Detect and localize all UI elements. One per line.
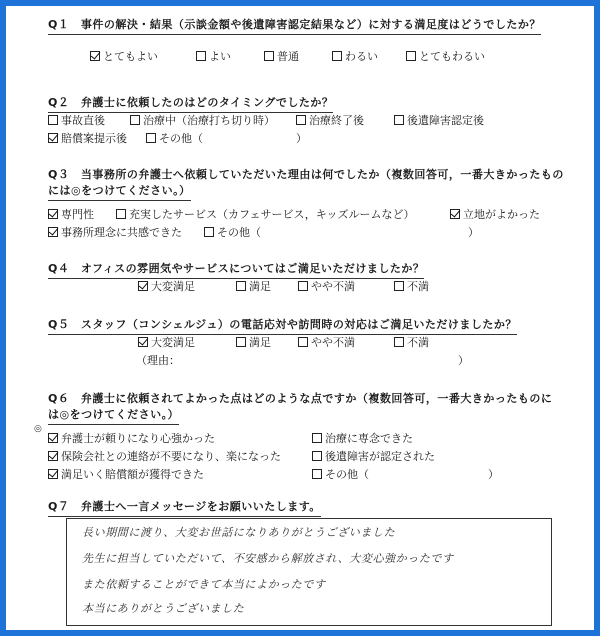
checkbox-checked-icon [138, 281, 148, 291]
q5-option-satisfied[interactable]: 満足 [236, 334, 271, 350]
checkbox-checked-icon [48, 133, 58, 143]
q2-option-right-after-accident[interactable]: 事故直後 [48, 112, 105, 128]
q5-option-dissatisfied[interactable]: 不満 [394, 334, 429, 350]
q5-option-somewhat-dissatisfied[interactable]: やや不満 [298, 334, 355, 350]
checkbox-icon [298, 281, 308, 291]
message-line-1: 長い期間に渡り、大変お世話になりありがとうございました [82, 526, 396, 539]
q1-option-very-good[interactable]: とてもよい [90, 48, 158, 64]
checkbox-icon [406, 51, 416, 61]
q5-title: Q５ スタッフ（コンシェルジュ）の電話応対や訪問時の対応はご満足いただけましたか？ [48, 316, 517, 335]
q3-option-other[interactable]: その他（ [204, 224, 261, 240]
q2-option-after-disability-cert[interactable]: 後遺障害認定後 [394, 112, 484, 128]
message-line-3: また依頼することができて本当によかったです [82, 578, 326, 591]
checkbox-checked-icon [48, 433, 58, 443]
q6-option-reliable[interactable]: 弁護士が頼りになり心強かった [48, 430, 215, 446]
checkbox-icon [116, 209, 126, 219]
q6-title-line2: は◎をつけてください。） [48, 406, 179, 425]
q2-option-after-settlement-offer[interactable]: 賠償案提示後 [48, 130, 127, 146]
checkbox-checked-icon [138, 337, 148, 347]
checkbox-icon [394, 337, 404, 347]
q1-option-very-bad[interactable]: とてもわるい [406, 48, 485, 64]
q3-title-line2: には◎をつけてください。） [48, 182, 191, 201]
q6-option-satisfactory-compensation[interactable]: 満足いく賠償額が獲得できた [48, 466, 204, 482]
q3-title: Q３ 当事務所の弁護士へ依頼していただいた理由は何でしたか（複数回答可，一番大きかったもの [48, 168, 564, 181]
checkbox-icon [204, 227, 214, 237]
q6-title: Q６ 弁護士に依頼されてよかった点はどのような点ですか（複数回答可，一番大きかったものに [48, 392, 553, 405]
q4-option-somewhat-dissatisfied[interactable]: やや不満 [298, 278, 355, 294]
checkbox-icon [196, 51, 206, 61]
q4-option-satisfied[interactable]: 満足 [236, 278, 271, 294]
checkbox-icon [236, 281, 246, 291]
q1-option-good[interactable]: よい [196, 48, 231, 64]
checkbox-icon [394, 281, 404, 291]
q3-option-services[interactable]: 充実したサービス（カフェサービス，キッズルームなど） [116, 206, 415, 222]
q5-reason-label: （理由： [136, 354, 180, 367]
q5-reason-close-paren: ） [458, 354, 469, 367]
q5-option-very-satisfied[interactable]: 大変満足 [138, 334, 195, 350]
q3-option-philosophy[interactable]: 事務所理念に共感できた [48, 224, 182, 240]
q7-title: Q７ 弁護士へ一言メッセージをお願いいたします。 [48, 498, 321, 517]
q3-option-location[interactable]: 立地がよかった [450, 206, 540, 222]
q6-option-no-insurer-contact[interactable]: 保険会社との連絡が不要になり、楽になった [48, 448, 281, 464]
checkbox-icon [146, 133, 156, 143]
checkbox-icon [296, 115, 306, 125]
checkbox-checked-icon [48, 451, 58, 461]
q3-other-close-paren: ） [468, 226, 479, 239]
checkbox-checked-icon [90, 51, 100, 61]
checkbox-icon [48, 115, 58, 125]
checkbox-icon [236, 337, 246, 347]
message-line-2: 先生に担当していただいて、不安感から解放され、大変心強かったです [82, 552, 454, 565]
checkbox-icon [394, 115, 404, 125]
q6-option-focus-treatment[interactable]: 治療に専念できた [312, 430, 413, 446]
q1-option-bad[interactable]: わるい [332, 48, 378, 64]
checkbox-icon [298, 337, 308, 347]
checkbox-icon [312, 451, 322, 461]
q6-option-other[interactable]: その他（ [312, 466, 369, 482]
q2-option-after-treatment[interactable]: 治療終了後 [296, 112, 364, 128]
q3-option-expertise[interactable]: 専門性 [48, 206, 94, 222]
q1-title: Q１ 事件の解決・結果（示談金額や後遺障害認定結果など）に対する満足度はどうでしたか？ [48, 16, 541, 35]
checkbox-icon [264, 51, 274, 61]
survey-sheet [6, 6, 594, 630]
checkbox-icon [130, 115, 140, 125]
q6-option-disability-certified[interactable]: 後遺障害が認定された [312, 448, 435, 464]
q4-option-dissatisfied[interactable]: 不満 [394, 278, 429, 294]
q2-other-close-paren: ） [296, 132, 307, 145]
q4-option-very-satisfied[interactable]: 大変満足 [138, 278, 195, 294]
checkbox-icon [312, 433, 322, 443]
q2-option-during-treatment[interactable]: 治療中（治療打ち切り時） [130, 112, 275, 128]
checkbox-checked-icon [450, 209, 460, 219]
message-line-4: 本当にありがとうございました [82, 602, 245, 615]
q6-other-close-paren: ） [488, 468, 499, 481]
q2-option-other[interactable]: その他（ [146, 130, 203, 146]
q6-double-circle-mark: ◎ [34, 424, 42, 434]
checkbox-checked-icon [48, 209, 58, 219]
checkbox-checked-icon [48, 227, 58, 237]
checkbox-icon [312, 469, 322, 479]
checkbox-icon [332, 51, 342, 61]
q4-title: Q４ オフィスの雰囲気やサービスについてはご満足いただけましたか？ [48, 260, 424, 279]
q2-title: Q２ 弁護士に依頼したのはどのタイミングでしたか？ [48, 94, 333, 113]
checkbox-checked-icon [48, 469, 58, 479]
q1-option-average[interactable]: 普通 [264, 48, 299, 64]
